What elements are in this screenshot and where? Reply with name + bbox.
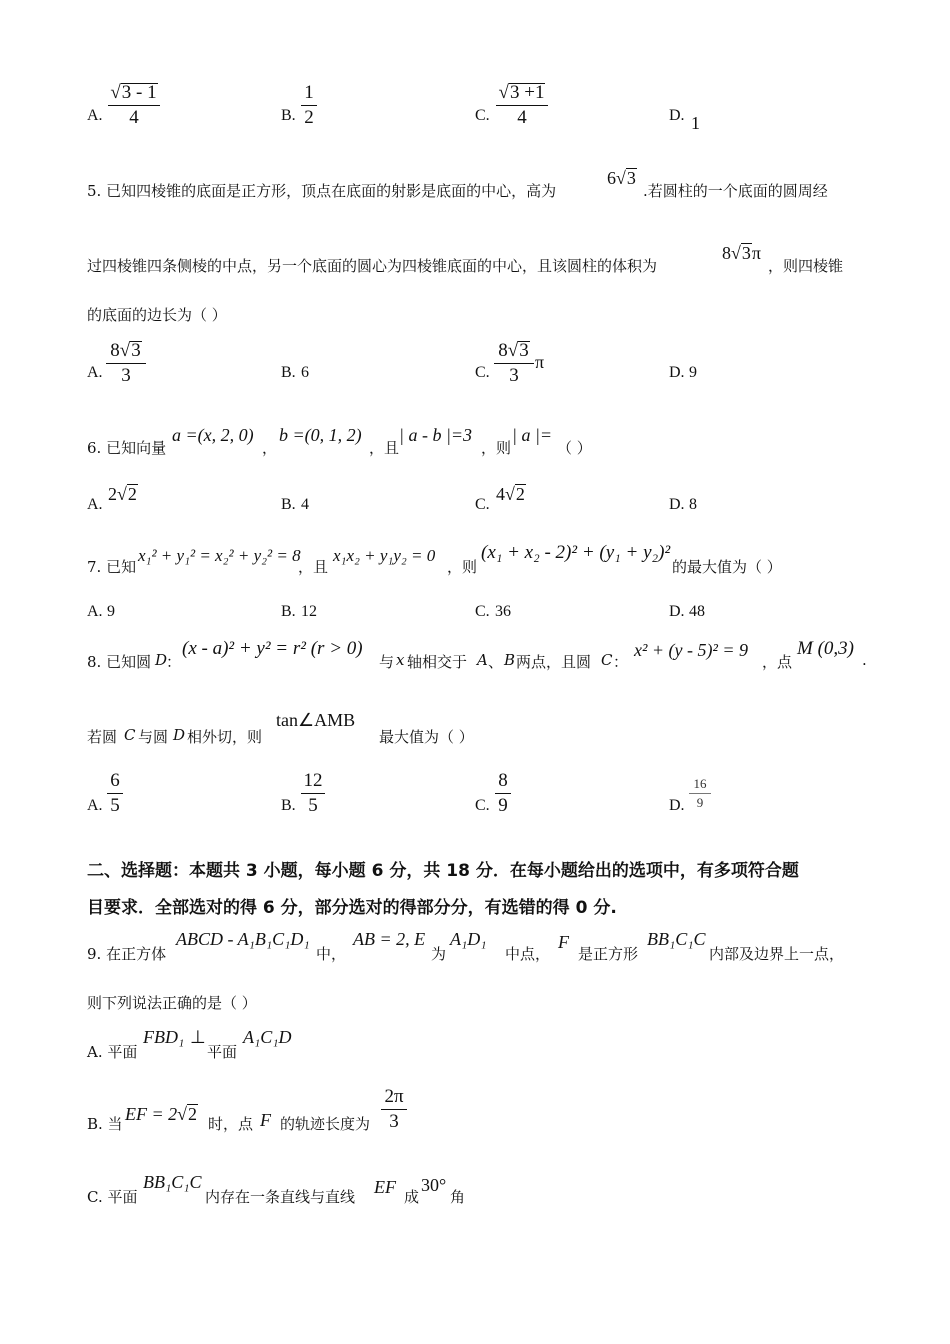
q8-circle-c-name: C [601, 651, 613, 669]
q8-option-c-label: C. [475, 797, 490, 814]
q8-point-b: B [504, 651, 516, 669]
q5-a-coef: 8 [110, 340, 120, 361]
q8-option-b-fraction [301, 770, 325, 817]
q7-option-c-label: C. [475, 603, 490, 620]
q5-option-b-value: 6 [301, 364, 309, 381]
q6-option-c-value: 4√2 [496, 484, 525, 504]
q8-b-numerator: 12 [303, 770, 323, 791]
q6-vector-b: b =(0, 1, 2) [279, 425, 362, 445]
q6-option-d-value: 8 [689, 496, 697, 513]
q7-equation1: x₁² + y₁² = x₂² + y₂² = 8 [138, 546, 301, 565]
q8-option-a-fraction [107, 770, 123, 817]
q9-text1: 9. 在正方体 [87, 945, 167, 963]
q9-option-a-plane2: A₁C₁D [243, 1027, 292, 1047]
q6-text3: ，则 [481, 439, 512, 457]
q9-option-c-ef: EF [374, 1177, 396, 1197]
q8-a-numerator: 6 [110, 770, 120, 791]
q6-option-b-value: 4 [301, 496, 309, 513]
q9-option-b-condition: EF = 2√2 [125, 1104, 198, 1124]
q7-option-d-label: D. [669, 603, 685, 620]
q5-c-radicand: 3 [519, 340, 529, 361]
q8-option-d-label: D. [669, 797, 685, 814]
q8-circle-d-equation: (x - a)² + y² = r² (r > 0) [182, 638, 363, 659]
q8-line2f: 最大值为（ ） [379, 728, 474, 746]
q9-option-c-plane: BB₁C₁C [143, 1172, 202, 1192]
q9-b-radicand: 2 [188, 1104, 198, 1124]
q4-c-denominator: 4 [517, 107, 527, 128]
q5-volume-radicand: 3 [741, 243, 751, 263]
q8-b-denominator: 5 [308, 795, 318, 816]
q8-line2-c: C [124, 726, 136, 744]
q8-option-a-label: A. [87, 797, 103, 814]
q8-a-denominator: 5 [110, 795, 120, 816]
q5-c-denominator: 3 [509, 365, 519, 386]
q8-line2e: 相外切，则 [187, 728, 263, 746]
section2-heading-line1: 二、选择题：本题共 3 小题，每小题 6 分，共 18 分．在每小题给出的选项中，有多项符合题 [87, 861, 799, 881]
q5-option-c-fraction: 8√3 3 [494, 340, 534, 387]
q9-condition: AB = 2, E [353, 929, 426, 949]
q4-b-numerator: 1 [304, 82, 314, 103]
q9-option-b-text3: 的轨迹长度为 [280, 1115, 371, 1133]
q7-option-a-value: 9 [107, 603, 115, 620]
q9-segment: A₁D₁ [450, 929, 487, 949]
q5-height: 6√3 [607, 168, 636, 188]
q6-text2: ，且 [369, 439, 400, 457]
q8-line2-d: D [173, 726, 186, 744]
q6-vector-a: a =(x, 2, 0) [172, 425, 254, 445]
q9-cube: ABCD - A₁B₁C₁D₁ [176, 929, 310, 949]
q4-option-a-label: A. [87, 107, 103, 124]
q8-colon: ： [166, 653, 182, 671]
q8-point-a: A [477, 651, 488, 669]
q8-end: . [862, 651, 867, 669]
q4-option-c-label: C. [475, 107, 490, 124]
q8-line2b: 与圆 [138, 728, 169, 746]
q5-text-line2: 过四棱锥四条侧棱的中点，另一个底面的圆心为四棱锥底面的中心，且该圆柱的体积为 [87, 257, 658, 275]
q4-option-b-label: B. [281, 107, 296, 124]
q5-option-d-label: D. [669, 364, 685, 381]
q7-option-d-value: 48 [689, 603, 705, 620]
q8-text1: 8. 已知圆 [87, 653, 152, 671]
q5-text-line1: 5. 已知四棱锥的底面是正方形，顶点在底面的射影是底面的中心，高为 [87, 182, 557, 200]
q9-b-cond-text: EF = 2 [125, 1104, 178, 1124]
q9-text4: 中点， [505, 945, 551, 963]
q6-condition: | a - b |=3 [399, 425, 473, 445]
q8-d-numerator: 16 [693, 776, 707, 791]
q9-option-a-perp: ⊥ [190, 1027, 206, 1047]
q4-option-d-value: 1 [691, 113, 700, 133]
q4-c-numerator: 3 +1 [509, 82, 545, 103]
q6-text4: （ ） [557, 439, 592, 457]
q7-option-a-label: A. [87, 603, 103, 620]
q4-option-c-fraction: √3 +1 4 [496, 82, 548, 129]
q8-text5: ，点 [762, 653, 793, 671]
q9-option-c-text3: 成 [404, 1188, 420, 1206]
q6-option-d-label: D. [669, 496, 685, 513]
q8-colon2: ： [613, 653, 629, 671]
q7-option-c-value: 36 [495, 603, 511, 620]
q5-a-radicand: 3 [131, 340, 141, 361]
q9-option-c-text4: 角 [450, 1188, 466, 1206]
q9-option-b-f: F [260, 1110, 271, 1130]
q5-option-a-label: A. [87, 364, 103, 381]
q5-text-line1b: .若圆柱的一个底面的圆周经 [643, 182, 828, 200]
q7-option-b-value: 12 [301, 603, 317, 620]
q4-option-a-fraction: √3 - 1 4 [108, 82, 160, 129]
q5-option-b-label: B. [281, 364, 296, 381]
q6-sep1: ， [262, 439, 278, 457]
q8-text2: 与 [379, 653, 395, 671]
q8-circle-c-equation: x² + (y - 5)² = 9 [634, 640, 749, 660]
q9-option-a-text2: 平面 [207, 1043, 238, 1061]
q9-text7: 则下列说法正确的是（ ） [87, 994, 257, 1012]
q8-x-var: x [396, 651, 405, 669]
q5-text-line2b: ，则四棱锥 [768, 257, 844, 275]
q9-b-numerator: 2π [384, 1086, 404, 1107]
q8-tan-expression: tan∠AMB [276, 710, 356, 730]
q9-square: BB₁C₁C [647, 929, 706, 949]
q6-c-coef: 4 [496, 484, 505, 504]
q7-text4: 的最大值为（ ） [672, 558, 782, 576]
q9-b-denominator: 3 [389, 1111, 399, 1132]
q5-volume-coef: 8 [722, 243, 731, 263]
q7-text2: ，且 [298, 558, 329, 576]
q5-volume-pi: π [751, 243, 761, 263]
q9-text5: 是正方形 [578, 945, 639, 963]
q6-a-coef: 2 [108, 484, 117, 504]
q6-option-a-label: A. [87, 496, 103, 513]
q5-text-line3: 的底面的边长为（ ） [87, 306, 227, 324]
q9-option-c-text2: 内存在一条直线与直线 [205, 1188, 356, 1206]
q9-text3: 为 [431, 945, 447, 963]
q9-option-c-angle: 30° [421, 1175, 447, 1195]
q8-option-d-fraction [689, 776, 711, 811]
q5-height-radicand: 3 [626, 168, 636, 188]
q5-option-c-label: C. [475, 364, 490, 381]
q7-equation2: x₁x₂ + y₁y₂ = 0 [333, 546, 436, 565]
q8-dun: 、 [488, 653, 504, 671]
q9-text6: 内部及边界上一点， [709, 945, 845, 963]
q7-text3: ，则 [447, 558, 478, 576]
q6-option-c-label: C. [475, 496, 490, 513]
q8-option-c-fraction [495, 770, 511, 817]
q4-a-denominator: 4 [129, 107, 139, 128]
q4-option-b-fraction [301, 82, 317, 129]
section2-heading-line2: 目要求．全部选对的得 6 分，部分选对的得部分分，有选错的得 0 分. [87, 898, 617, 918]
q8-d-denominator: 9 [696, 795, 704, 810]
q5-c-coef: 8 [498, 340, 508, 361]
q9-option-b-fraction [381, 1086, 407, 1133]
q8-option-b-label: B. [281, 797, 296, 814]
q9-f-var: F [558, 932, 569, 952]
q7-option-b-label: B. [281, 603, 296, 620]
q7-expression: (x₁ + x₂ - 2)² + (y₁ + y₂)² [481, 542, 671, 563]
q6-option-a-value: 2√2 [108, 484, 137, 504]
q6-ask: | a |= [512, 425, 553, 445]
q9-option-a-plane1: FBD₁ [143, 1027, 185, 1047]
q9-text2: 中， [316, 945, 347, 963]
q6-c-radicand: 2 [515, 484, 525, 504]
q8-c-numerator: 8 [498, 770, 508, 791]
q5-option-a-fraction: 8√3 3 [106, 340, 146, 387]
q5-option-d-value: 9 [689, 364, 697, 381]
q6-a-radicand: 2 [127, 484, 137, 504]
q5-volume: 8√3π [722, 243, 761, 263]
q9-option-a-text1: A. 平面 [87, 1043, 138, 1061]
q4-b-denominator: 2 [304, 107, 314, 128]
q8-line2a: 若圆 [87, 728, 118, 746]
q8-text3: 轴相交于 [407, 653, 468, 671]
q4-a-numerator: 3 - 1 [121, 82, 157, 103]
q8-point-m: M (0,3) [797, 638, 854, 659]
q8-c-denominator: 9 [498, 795, 508, 816]
q9-option-b-text1: B. 当 [87, 1115, 123, 1133]
q6-option-b-label: B. [281, 496, 296, 513]
q8-text4: 两点，且圆 [516, 653, 592, 671]
q8-circle-d-name: D [155, 651, 168, 669]
q7-text1: 7. 已知 [87, 558, 137, 576]
q6-text1: 6. 已知向量 [87, 439, 167, 457]
q4-option-d-label: D. [669, 107, 685, 124]
q9-option-b-text2: 时，点 [208, 1115, 254, 1133]
q5-option-c-pi: π [535, 352, 545, 372]
q9-option-c-text1: C. 平面 [87, 1188, 138, 1206]
q5-height-coef: 6 [607, 168, 616, 188]
q5-a-denominator: 3 [121, 365, 131, 386]
